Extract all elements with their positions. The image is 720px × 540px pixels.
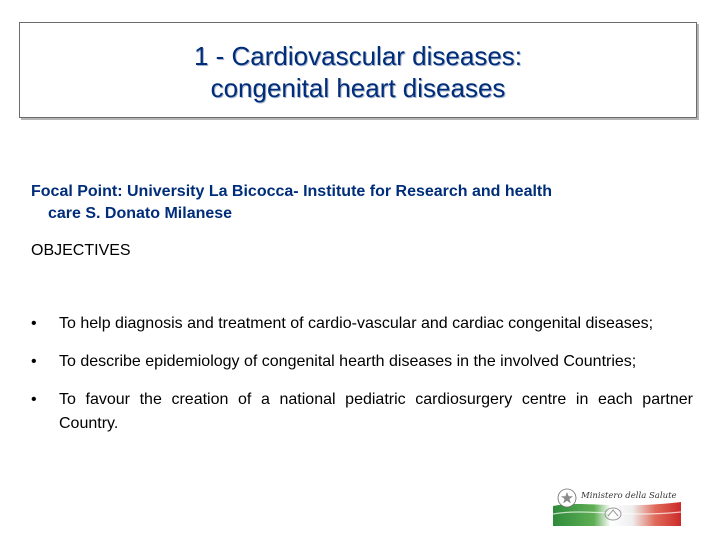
focal-point-line-2: care S. Donato Milanese [48, 205, 233, 222]
bullet-marker: • [31, 353, 37, 370]
ministry-emblem-icon [553, 484, 681, 526]
list-item [31, 388, 693, 436]
list-item-text: To favour the creation of a national pediatric cardiosurgery centre in each partner Country. [59, 391, 693, 432]
bullet-marker: • [31, 315, 37, 332]
objectives-list [31, 312, 693, 450]
list-item-text: To describe epidemiology of congenital hearth diseases in the involved Countries; [59, 353, 637, 370]
list-item-text: To help diagnosis and treatment of cardio-vascular and cardiac congenital diseases; [59, 315, 654, 332]
focal-point [31, 181, 701, 225]
ministry-logo [553, 484, 681, 526]
focal-point-line-1: Focal Point: University La Bicocca- Institute for Research and health [31, 183, 553, 200]
title-line-2: congenital heart diseases [210, 73, 506, 103]
bullet-marker: • [31, 391, 37, 408]
title-line-1: 1 - Cardiovascular diseases: [193, 41, 523, 71]
logo-text: Ministero della Salute [581, 491, 677, 501]
objectives-heading: OBJECTIVES [31, 242, 131, 259]
list-item [31, 350, 693, 374]
title-box [19, 22, 697, 118]
list-item [31, 312, 693, 336]
